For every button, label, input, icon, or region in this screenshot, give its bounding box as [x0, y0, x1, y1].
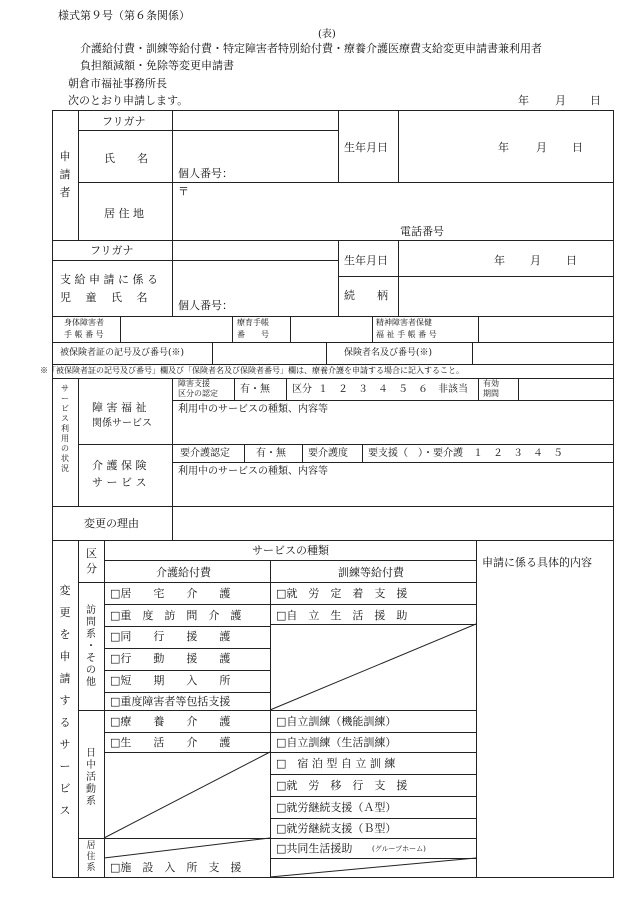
child-name-label-line2: 児 童 氏 名 [60, 291, 148, 304]
child-furigana-label: フリガナ [90, 244, 134, 257]
welfare-service-label-line2: 関係サービス [92, 418, 152, 429]
change-reason-label: 変更の理由 [84, 517, 139, 530]
applicant-furigana-label: フリガナ [102, 115, 146, 128]
care-item-checkbox[interactable]: □短 期 入 所 [110, 674, 231, 687]
training-item-checkbox[interactable]: □自立訓練（機能訓練） [276, 715, 397, 728]
valid-period-label-line2: 期間 [483, 389, 499, 398]
applicant-personal-number-label: 個人番号： [178, 167, 233, 180]
care-insurance-label-line2: サ ー ビ ス [92, 476, 147, 489]
date-day-label: 日 [590, 94, 601, 107]
care-item-checkbox[interactable]: □居 宅 介 護 [110, 587, 231, 600]
rehab-handbook-label-line1: 療育手帳 [237, 318, 269, 327]
applicant-birth-day: 日 [572, 141, 583, 154]
applicant-birthdate-label: 生年月日 [344, 141, 388, 154]
phone-label: 電話番号 [400, 225, 444, 238]
residential-category-label: 居 住 系 [86, 841, 96, 873]
child-relationship-label: 続 柄 [344, 289, 388, 302]
disability-category-label: 区分 [292, 384, 312, 395]
applicant-name-label: 氏 名 [104, 152, 148, 165]
care-item-checkbox[interactable]: □重 度 訪 問 介 護 [110, 609, 242, 622]
disability-category-values: １ ２ ３ ４ ５ ６ 非該当 [318, 384, 468, 395]
mental-handbook-label-line2: 福 祉 手 帳 番 号 [376, 330, 437, 339]
disability-yes-no: 有・無 [240, 384, 270, 395]
disability-cert-label-line2: 区分の認定 [178, 389, 218, 398]
mental-handbook-label-line1: 精神障害者保健 [376, 318, 432, 327]
welfare-in-use-label: 利用中のサービスの種類、内容等 [178, 404, 328, 415]
care-level-label: 要介護度 [308, 448, 348, 459]
physical-handbook-label-line1: 身体障害者 [64, 318, 104, 327]
form-number: 様式第９号（第６条関係） [58, 9, 190, 22]
service-status-section-label: サ ー ビ ス 利 用 の 状 況 [61, 384, 69, 473]
valid-period-label-line1: 有効 [483, 379, 499, 388]
training-item-checkbox[interactable]: □就労継続支援（Ａ型） [276, 801, 397, 814]
physical-handbook-label-line2: 手 帳 番 号 [64, 330, 104, 339]
service-types-header: サービスの種類 [252, 544, 329, 557]
care-support-values: 要支援（ ）・要介護 １ ２ ３ ４ ５ [368, 448, 563, 459]
category-header-line2: 分 [86, 562, 97, 575]
child-personal-number-label: 個人番号： [178, 299, 233, 312]
care-insurance-label-line1: 介 護 保 険 [92, 459, 147, 472]
training-item-checkbox[interactable]: □自 立 生 活 援 助 [276, 609, 408, 622]
applicant-section-label: 申 請 者 [59, 150, 71, 199]
applicant-birth-month: 月 [536, 141, 547, 154]
training-item-checkbox[interactable]: □ 宿 泊 型 自 立 訓 練 [276, 757, 396, 770]
postal-mark: 〒 [178, 185, 189, 198]
child-birth-day: 日 [566, 254, 577, 267]
form-title-line2: 負担額減額・免除等変更申請書 [80, 59, 234, 72]
category-header-line1: 区 [86, 547, 97, 560]
insured-card-label: 被保険者証の記号及び番号(※) [60, 348, 185, 358]
group-home-note: (グループホーム) [372, 845, 426, 853]
form-title-line1: 介護給付費・訓練等給付費・特定障害者特別給付費・療養介護医療費支給変更申請書兼利用者 [80, 42, 542, 55]
training-item-checkbox[interactable]: □就 労 移 行 支 援 [276, 779, 408, 792]
applicant-address-label: 居 住 地 [104, 207, 144, 220]
care-item-checkbox[interactable]: □同 行 援 護 [110, 630, 231, 643]
child-birth-month: 月 [530, 254, 541, 267]
applicant-birth-year: 年 [498, 141, 509, 154]
training-item-checkbox[interactable]: □就労継続支援（Ｂ型） [276, 822, 397, 835]
care-item-checkbox[interactable]: □行 動 援 護 [110, 652, 231, 665]
child-name-label-line1: 支 給 申 請 に 係 る [60, 273, 158, 286]
insurer-name-label: 保険者名及び番号(※) [344, 348, 433, 358]
training-item-checkbox[interactable]: □共同生活援助 [276, 842, 353, 855]
training-item-checkbox[interactable]: □自立訓練（生活訓練） [276, 736, 397, 749]
training-benefits-header: 訓練等給付費 [338, 566, 404, 579]
care-item-checkbox[interactable]: □生 活 介 護 [110, 736, 231, 749]
addressee: 朝倉市福祉事務所長 [68, 77, 167, 90]
child-birthdate-label: 生年月日 [344, 254, 388, 267]
disability-cert-label-line1: 障害支援 [178, 379, 210, 388]
care-cert-label: 要介護認定 [180, 448, 230, 459]
date-year-label: 年 [518, 94, 529, 107]
table-side-label: (表) [318, 29, 336, 40]
welfare-service-label-line1: 障 害 福 祉 [92, 401, 147, 414]
change-services-section-label: 変 更 を 申 請 す る サ ー ビ ス [59, 584, 71, 817]
date-month-label: 月 [555, 94, 566, 107]
specific-content-header: 申請に係る具体的内容 [482, 556, 592, 569]
intro-text: 次のとおり申請します。 [68, 94, 189, 107]
care-item-checkbox[interactable]: □療 養 介 護 [110, 715, 231, 728]
child-birth-year: 年 [494, 254, 505, 267]
rehab-handbook-label-line2: 番 号 [237, 330, 269, 339]
insurance-note: ※「被保険者証の記号及び番号」欄及び「保険者名及び保険者番号」欄は、療養介護を申請する場合に記入すること。 [40, 366, 464, 375]
home-visit-category-label: 訪 問 系 ・ そ の 他 [86, 605, 96, 688]
care-item-checkbox[interactable]: □重度障害者等包括支援 [110, 695, 231, 708]
training-item-checkbox[interactable]: □就 労 定 着 支 援 [276, 587, 408, 600]
care-yes-no: 有・無 [256, 448, 286, 459]
care-item-checkbox[interactable]: □施 設 入 所 支 援 [110, 861, 242, 874]
daytime-category-label: 日 中 活 動 系 [86, 748, 96, 807]
care-in-use-label: 利用中のサービスの種類、内容等 [178, 466, 328, 477]
care-benefits-header: 介護給付費 [156, 566, 211, 579]
